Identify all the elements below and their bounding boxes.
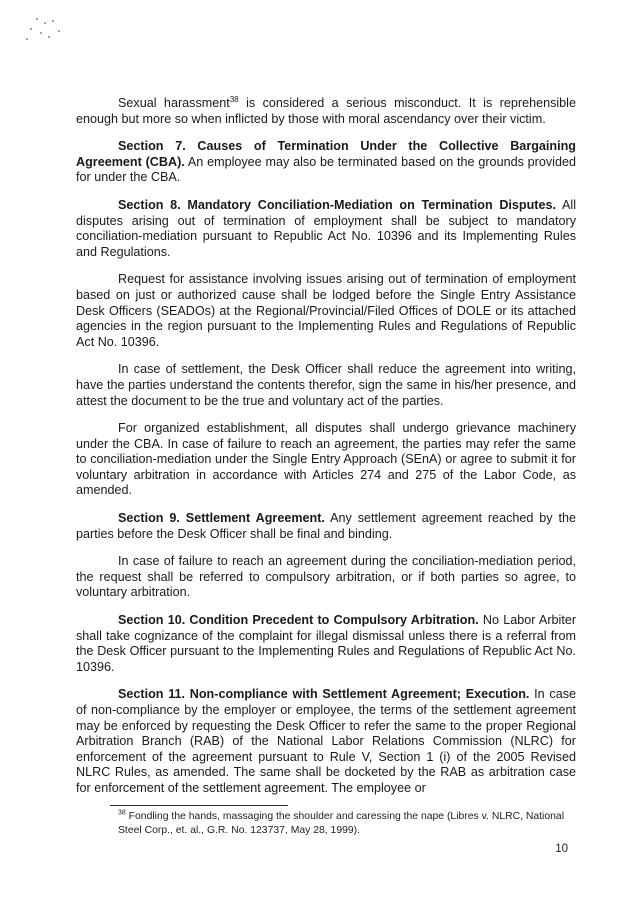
paragraph-failure-to-agree (76, 554, 576, 601)
paragraph-text: In case of non-compliance by the employer or employee, the terms of the settlement agreement may be enforced by requesting the Desk Officer to refer the same to the proper Regional Arbitration Branch (RAB) of the National Labor Relations Commission (NLRC) for enforcement of the agreement pursuant to Rule V, Section 1 (i) of the 2005 Revised NLRC Rules, as amended. The same shall be docketed by the RAB as arbitration case for enforcement of the settlement agreement. The employee or (76, 687, 576, 795)
paragraph-text: Request for assistance involving issues arising out of termination of employment based on just or authorized cause shall be lodged before the Single Entry Assistance Desk Officers (SEADOs) at the Regional/Provincial/Filed Offices of DOLE or its attached agencies in the region pursuant to the Implementing Rules and Regulations of Republic Act No. 10396. (76, 272, 576, 349)
paragraph-text: is considered a serious misconduct. It is reprehensible enough but more so when inflicted by those with moral ascendancy over their victim. (76, 96, 576, 126)
paragraph-text: An employee may also be terminated based on the grounds provided for under the CBA. (76, 154, 576, 185)
scan-artifacts (22, 14, 82, 54)
section-heading: Section 7. Causes of Termination Under the Collective Bargaining Agreement (CBA). (76, 139, 576, 169)
paragraph-text: In case of failure to reach an agreement during the conciliation-mediation period, the request shall be referred to compulsory arbitration, or if both parties so agree, to voluntary arbitration. (76, 554, 576, 600)
paragraph-sexual-harassment (76, 96, 576, 127)
paragraph-text: No Labor Arbiter shall take cognizance of the complaint for illegal dismissal unless there is a referral from the Desk Officer pursuant to the Implementing Rules and Regulations of Republic Act No. 10396. (76, 613, 577, 674)
paragraph-settlement (76, 362, 576, 409)
paragraph-request-assistance (76, 272, 576, 350)
section-9 (76, 511, 576, 542)
paragraph-text: Any settlement agreement reached by the parties before the Desk Officer shall be final and binding. (76, 511, 577, 541)
footnote-text: Fondling the hands, massaging the shoulder and caressing the nape (Libres v. NLRC, National Steel Corp., et. al., G.R. No. 123737, May 28, 1999). (118, 811, 564, 836)
footnote-divider (110, 805, 288, 806)
document-body (76, 96, 576, 809)
paragraph-text: For organized establishment, all disputes shall undergo grievance machinery under the CBA. In case of failure to reach an agreement, the parties may refer the same to conciliation-mediation under the Single Entry Approach (SEnA) or agree to submit it for voluntary arbitration in accordance with Articles 274 and 275 of the Labor Code, as amended. (76, 421, 576, 498)
paragraph-text: All disputes arising out of termination of employment shall be subject to mandatory conciliation-mediation pursuant to Republic Act No. 10396 and its Implementing Rules and Regulations. (76, 197, 577, 259)
section-10 (76, 613, 576, 675)
section-8 (76, 198, 576, 260)
footnote (118, 810, 574, 838)
section-heading: Section 11. Non-compliance with Settlement Agreement; Execution. (118, 687, 530, 702)
footnote-marker: 38 (118, 809, 126, 817)
section-heading: Section 10. Condition Precedent to Compulsory Arbitration. (118, 613, 479, 628)
footnote-reference: 38 (229, 94, 239, 104)
section-heading: Section 9. Settlement Agreement. (118, 511, 325, 526)
section-heading: Section 8. Mandatory Conciliation-Mediation on Termination Disputes. (118, 197, 557, 212)
paragraph-text: In case of settlement, the Desk Officer shall reduce the agreement into writing, have the parties understand the contents therefor, sign the same in his/her presence, and attest the document to be the true and voluntary act of the parties. (76, 362, 576, 408)
page-number: 10 (555, 843, 568, 855)
section-7 (76, 139, 576, 186)
section-11 (76, 687, 576, 796)
paragraph-text: Sexual harassment (118, 96, 230, 110)
paragraph-organized-establishment (76, 421, 576, 499)
